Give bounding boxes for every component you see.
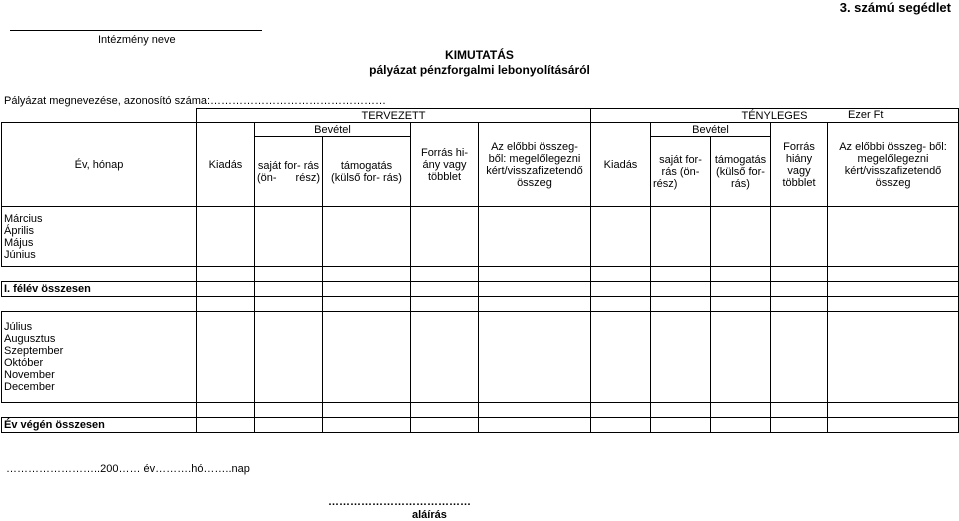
data-cell xyxy=(479,418,591,433)
data-cell xyxy=(651,282,711,297)
signature-dots: ………………………………… xyxy=(328,496,471,508)
data-cell xyxy=(828,418,959,433)
header-tamogatas-plan: támogatás (külső for- rás) xyxy=(323,137,411,207)
month-label: Április xyxy=(4,224,34,237)
data-cell xyxy=(651,297,711,312)
data-cell xyxy=(591,418,651,433)
data-cell xyxy=(479,207,591,267)
institution-underline xyxy=(10,30,262,31)
data-cell xyxy=(828,207,959,267)
data-cell xyxy=(197,403,255,418)
header-tamogatas-actual: támogatás (külső for- rás) xyxy=(711,137,771,207)
data-cell xyxy=(255,267,323,282)
header-sajat-forras-actual: saját for- rás (ön- rész) xyxy=(651,137,711,207)
data-cell xyxy=(711,297,771,312)
data-cell xyxy=(711,403,771,418)
data-cell xyxy=(711,267,771,282)
data-cell xyxy=(255,418,323,433)
data-cell xyxy=(828,403,959,418)
corner-cell xyxy=(2,109,197,123)
data-cell xyxy=(197,207,255,267)
data-cell xyxy=(255,207,323,267)
data-cell xyxy=(411,267,479,282)
data-cell xyxy=(771,418,828,433)
header-elozo-plan: Az előbbi összeg- ből: megelőlegezni kért/visszafizetendő összeg xyxy=(479,123,591,207)
data-cell xyxy=(255,403,323,418)
data-cell xyxy=(197,418,255,433)
data-cell xyxy=(651,403,711,418)
months-h1-cell xyxy=(2,207,197,267)
spacer-cell xyxy=(2,403,197,418)
month-label: Június xyxy=(4,248,36,261)
data-cell xyxy=(711,282,771,297)
data-cell xyxy=(771,312,828,403)
data-cell xyxy=(255,312,323,403)
data-cell xyxy=(711,312,771,403)
data-cell xyxy=(479,267,591,282)
page-title: KIMUTATÁS xyxy=(445,48,514,62)
data-cell xyxy=(411,207,479,267)
data-cell xyxy=(411,297,479,312)
data-cell xyxy=(591,282,651,297)
institution-label: Intézmény neve xyxy=(98,34,176,46)
data-cell xyxy=(828,282,959,297)
data-cell xyxy=(411,282,479,297)
header-forras-hiany-actual: Forrás hiány vagy többlet xyxy=(771,123,828,207)
header-tenyleges: TÉNYLEGES xyxy=(591,109,959,123)
data-cell xyxy=(828,312,959,403)
header-bevetel-actual: Bevétel xyxy=(651,123,771,137)
header-sajat-forras-plan: saját for- rás (ön- rész) xyxy=(255,137,323,207)
data-cell xyxy=(591,207,651,267)
data-cell xyxy=(591,403,651,418)
data-cell xyxy=(197,267,255,282)
month-label: December xyxy=(4,381,55,393)
data-cell xyxy=(591,312,651,403)
data-cell xyxy=(411,418,479,433)
header-kiadas-actual: Kiadás xyxy=(591,123,651,207)
month-label: Július xyxy=(4,321,33,333)
data-cell xyxy=(591,297,651,312)
page-subtitle: pályázat pénzforgalmi lebonyolításáról xyxy=(369,63,590,77)
data-cell xyxy=(771,403,828,418)
h1-total-label: I. félév összesen xyxy=(2,282,197,297)
cashflow-table xyxy=(1,108,959,433)
data-cell xyxy=(771,282,828,297)
data-cell xyxy=(771,207,828,267)
annex-label: 3. számú segédlet xyxy=(839,0,951,15)
header-forras-hiany-plan: Forrás hi- ány vagy többlet xyxy=(411,123,479,207)
month-label: Szeptember xyxy=(4,345,64,357)
data-cell xyxy=(323,418,411,433)
data-cell xyxy=(323,312,411,403)
data-cell xyxy=(197,297,255,312)
spacer-cell xyxy=(2,267,197,282)
data-cell xyxy=(651,267,711,282)
data-cell xyxy=(255,282,323,297)
data-cell xyxy=(323,207,411,267)
data-cell xyxy=(255,297,323,312)
header-kiadas-plan: Kiadás xyxy=(197,123,255,207)
data-cell xyxy=(591,267,651,282)
data-cell xyxy=(411,403,479,418)
data-cell xyxy=(828,297,959,312)
data-cell xyxy=(323,403,411,418)
data-cell xyxy=(411,312,479,403)
year-total-label: Év végén összesen xyxy=(2,418,197,433)
data-cell xyxy=(828,267,959,282)
unit-label: Ezer Ft xyxy=(848,109,884,121)
data-cell xyxy=(197,312,255,403)
data-cell xyxy=(651,312,711,403)
header-ev-honap: Év, hónap xyxy=(2,123,197,207)
header-bevetel-plan: Bevétel xyxy=(255,123,411,137)
data-cell xyxy=(479,282,591,297)
data-cell xyxy=(711,418,771,433)
month-label: Március xyxy=(4,212,43,225)
data-cell xyxy=(651,418,711,433)
data-cell xyxy=(197,282,255,297)
month-label: Május xyxy=(4,236,34,249)
data-cell xyxy=(323,282,411,297)
months-h2-cell xyxy=(2,312,197,403)
data-cell xyxy=(323,297,411,312)
data-cell xyxy=(479,403,591,418)
data-cell xyxy=(711,207,771,267)
month-label: Október xyxy=(4,357,44,369)
header-tervezett: TERVEZETT xyxy=(197,109,591,123)
data-cell xyxy=(479,297,591,312)
date-line: ……………………..200…… év……….hó……..nap xyxy=(6,463,250,475)
signature-label: aláírás xyxy=(412,509,447,521)
data-cell xyxy=(771,297,828,312)
spacer-cell xyxy=(2,297,197,312)
project-name-line: Pályázat megnevezése, azonosító száma:………………………………………… xyxy=(4,95,387,107)
month-label: November xyxy=(4,369,55,381)
data-cell xyxy=(771,267,828,282)
header-elozo-actual: Az előbbi összeg- ből: megelőlegezni kért/visszafizetendő összeg xyxy=(828,123,959,207)
data-cell xyxy=(479,312,591,403)
data-cell xyxy=(651,207,711,267)
data-cell xyxy=(323,267,411,282)
month-label: Augusztus xyxy=(4,333,56,345)
